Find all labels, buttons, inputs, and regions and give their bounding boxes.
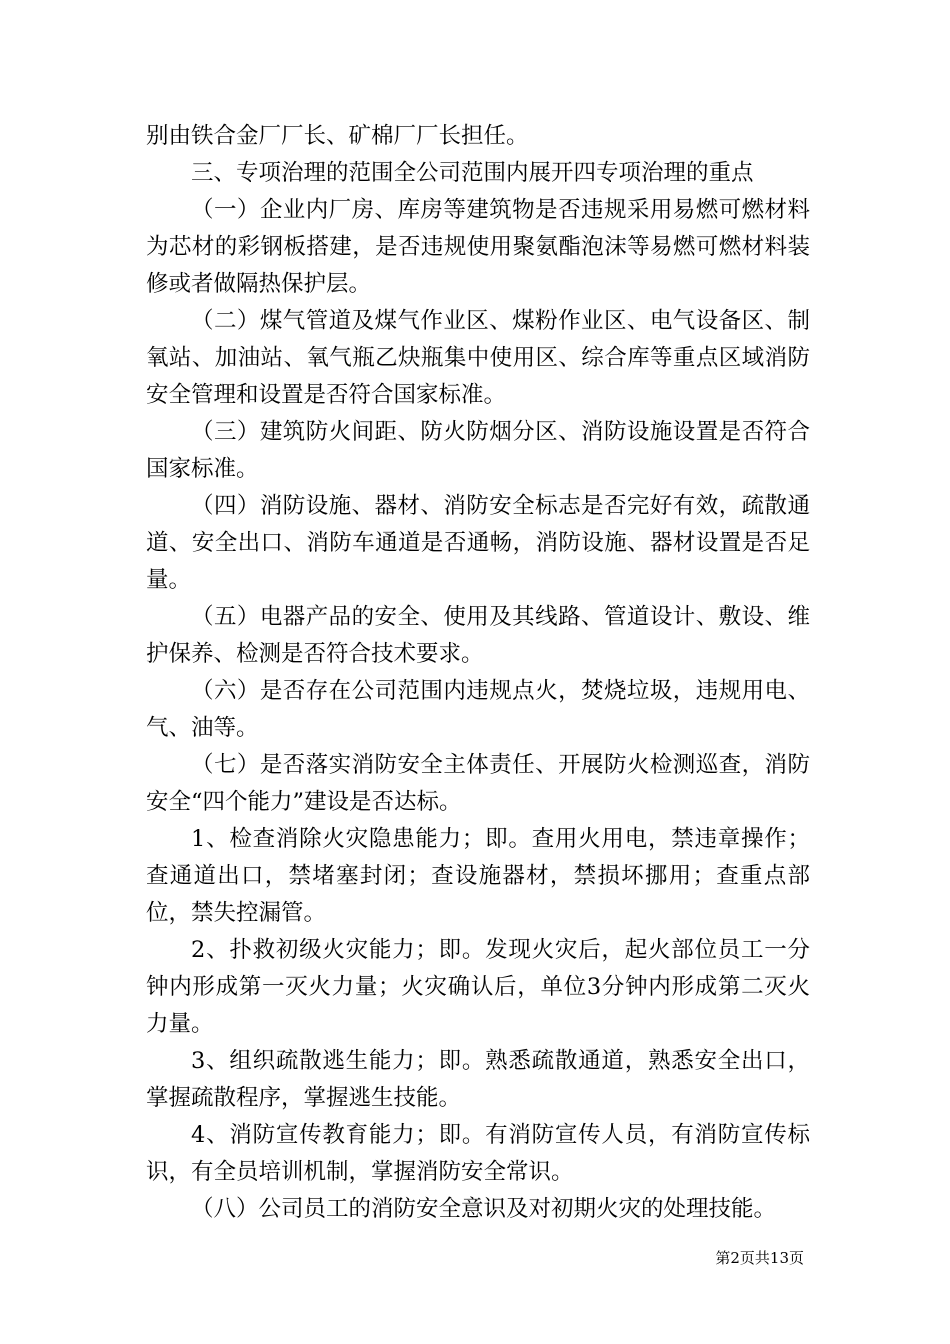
item-6: （六）是否存在公司范围内违规点火，焚烧垃圾，违规用电、气、油等。 [146,678,810,741]
ability-2: 2、扑救初级火灾能力；即。发现火灾后，起火部位员工一分钟内形成第一灭火力量；火灾确认后，单位3分钟内形成第二灭火力量。 [146,937,810,1037]
section-heading-3: 三、专项治理的范围全公司范围内展开四专项治理的重点 [191,160,754,186]
document-body [146,118,810,1228]
item-7: （七）是否落实消防安全主体责任、开展防火检测巡查，消防安全“四个能力”建设是否达标。 [146,752,810,815]
ability-3: 3、组织疏散逃生能力；即。熟悉疏散通道，熟悉安全出口，掌握疏散程序，掌握逃生技能。 [146,1048,810,1111]
item-8: （八）公司员工的消防安全意识及对初期火灾的处理技能。 [191,1196,777,1222]
item-1: （一）企业内厂房、库房等建筑物是否违规采用易燃可燃材料为芯材的彩钢板搭建，是否违规使用聚氨酯泡沫等易燃可燃材料装修或者做隔热保护层。 [146,197,810,297]
item-4: （四）消防设施、器材、消防安全标志是否完好有效，疏散通道、安全出口、消防车通道是否通畅，消防设施、器材设置是否足量。 [146,493,810,593]
item-3: （三）建筑防火间距、防火防烟分区、消防设施设置是否符合国家标准。 [146,419,810,482]
item-2: （二）煤气管道及煤气作业区、煤粉作业区、电气设备区、制氧站、加油站、氧气瓶乙炔瓶集中使用区、综合库等重点区域消防安全管理和设置是否符合国家标准。 [146,308,810,408]
item-5: （五）电器产品的安全、使用及其线路、管道设计、敷设、维护保养、检测是否符合技术要求。 [146,604,810,667]
paragraph-continuation: 别由铁合金厂厂长、矿棉厂厂长担任。 [146,123,529,149]
ability-4: 4、消防宣传教育能力；即。有消防宣传人员，有消防宣传标识，有全员培训机制，掌握消防安全常识。 [146,1122,810,1185]
page-number: 第2页共13页 [715,1249,804,1267]
ability-1: 1、检查消除火灾隐患能力；即。查用火用电，禁违章操作；查通道出口，禁堵塞封闭；查设施器材，禁损坏挪用；查重点部位，禁失控漏管。 [146,826,810,926]
